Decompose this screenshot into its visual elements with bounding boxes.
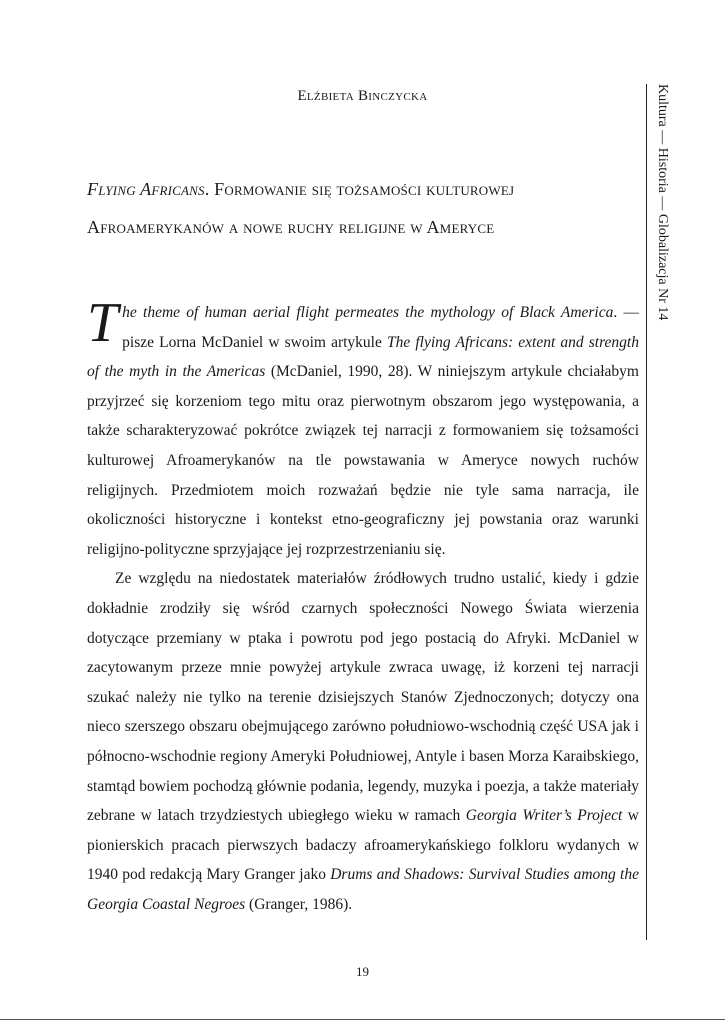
cited-article-title: The flying Africans: extent and strength of the myth in the Americas — [87, 333, 639, 381]
book-title: Drums and Shadows: Survival Studies among the Georgia Coastal Negroes — [87, 866, 639, 913]
p2-text-c: (Granger, 1986). — [245, 895, 353, 913]
running-head: Kultura — Historia — Globalizacja Nr 14 — [655, 84, 670, 321]
opening-quote: he theme of human aerial flight permeates the mythology of Black America — [122, 304, 614, 321]
p2-text-a: Ze względu na niedostatek materiałów źródłowych trudno ustalić, kiedy i gdzie dokładnie zrodziły się wśród czarnych społeczności Nowego Świata wierzenia dotyczące przemiany w ptaka i powrotu pod jego postacią do Afryki. McDaniel w zacytowanym przeze mnie powyżej artykule zwraca uwagę, iż korzeni tej narracji szukać należy nie tylko na terenie dzisiejszych Stanów Zjednoczonych; dotyczy ona nieco szerszego obszaru obejmującego zarówno południowo-wschodnią część USA jak i północno-wschodnie regiony Ameryki Południowej, Antyle i basen Morza Karaibskiego, stamtąd bowiem pochodzą głównie podania, legendy, muzyka i poezja, a także materiały zebrane w latach trzydziestych ubiegłego wieku w ramach — [87, 570, 639, 825]
paragraph-1 — [87, 292, 640, 564]
p1-after-quote: . — pisze Lorna McDaniel w swoim artykule — [122, 304, 640, 351]
author-text: Elżbieta Binczycka — [297, 88, 428, 104]
article-body — [87, 292, 640, 919]
paragraph-2 — [87, 564, 639, 919]
p2-text-b: w pionierskich pracach pierwszych badaczy afroamerykańskiego folkloru wydanych w 1940 pod redakcją Mary Granger jako — [87, 807, 639, 884]
bottom-rule — [0, 1019, 725, 1020]
project-name: Georgia Writer’s Project — [465, 807, 623, 825]
dropcap: T — [87, 292, 119, 354]
page-number: 19 — [356, 964, 369, 979]
article-title — [87, 170, 647, 246]
title-rest: . Formowanie się tożsamości kulturowej Afroamerykanów a nowe ruchy religijne w Ameryce — [87, 179, 515, 237]
title-italic-part: Flying Africans — [87, 179, 205, 199]
p1-rest: (McDaniel, 1990, 28). W niniejszym artykule chciałabym przyjrzeć się korzeniom tego mitu oraz pierwotnym obszarom jego występowania, a także scharakteryzować pokrótce związek tej narracji z formowaniem się tożsamości kulturowej Afroamerykanów na tle powstawania w Ameryce nowych ruchów religijnych. Przedmiotem moich rozważań będzie nie tyle sama narracja, ile okoliczności historyczne i kontekst etno-geograficzny jej powstania oraz warunki religijno-polityczne sprzyjające jej rozprzestrzenianiu się. — [87, 363, 639, 558]
author-name — [0, 88, 725, 105]
running-head-rule — [646, 84, 647, 940]
